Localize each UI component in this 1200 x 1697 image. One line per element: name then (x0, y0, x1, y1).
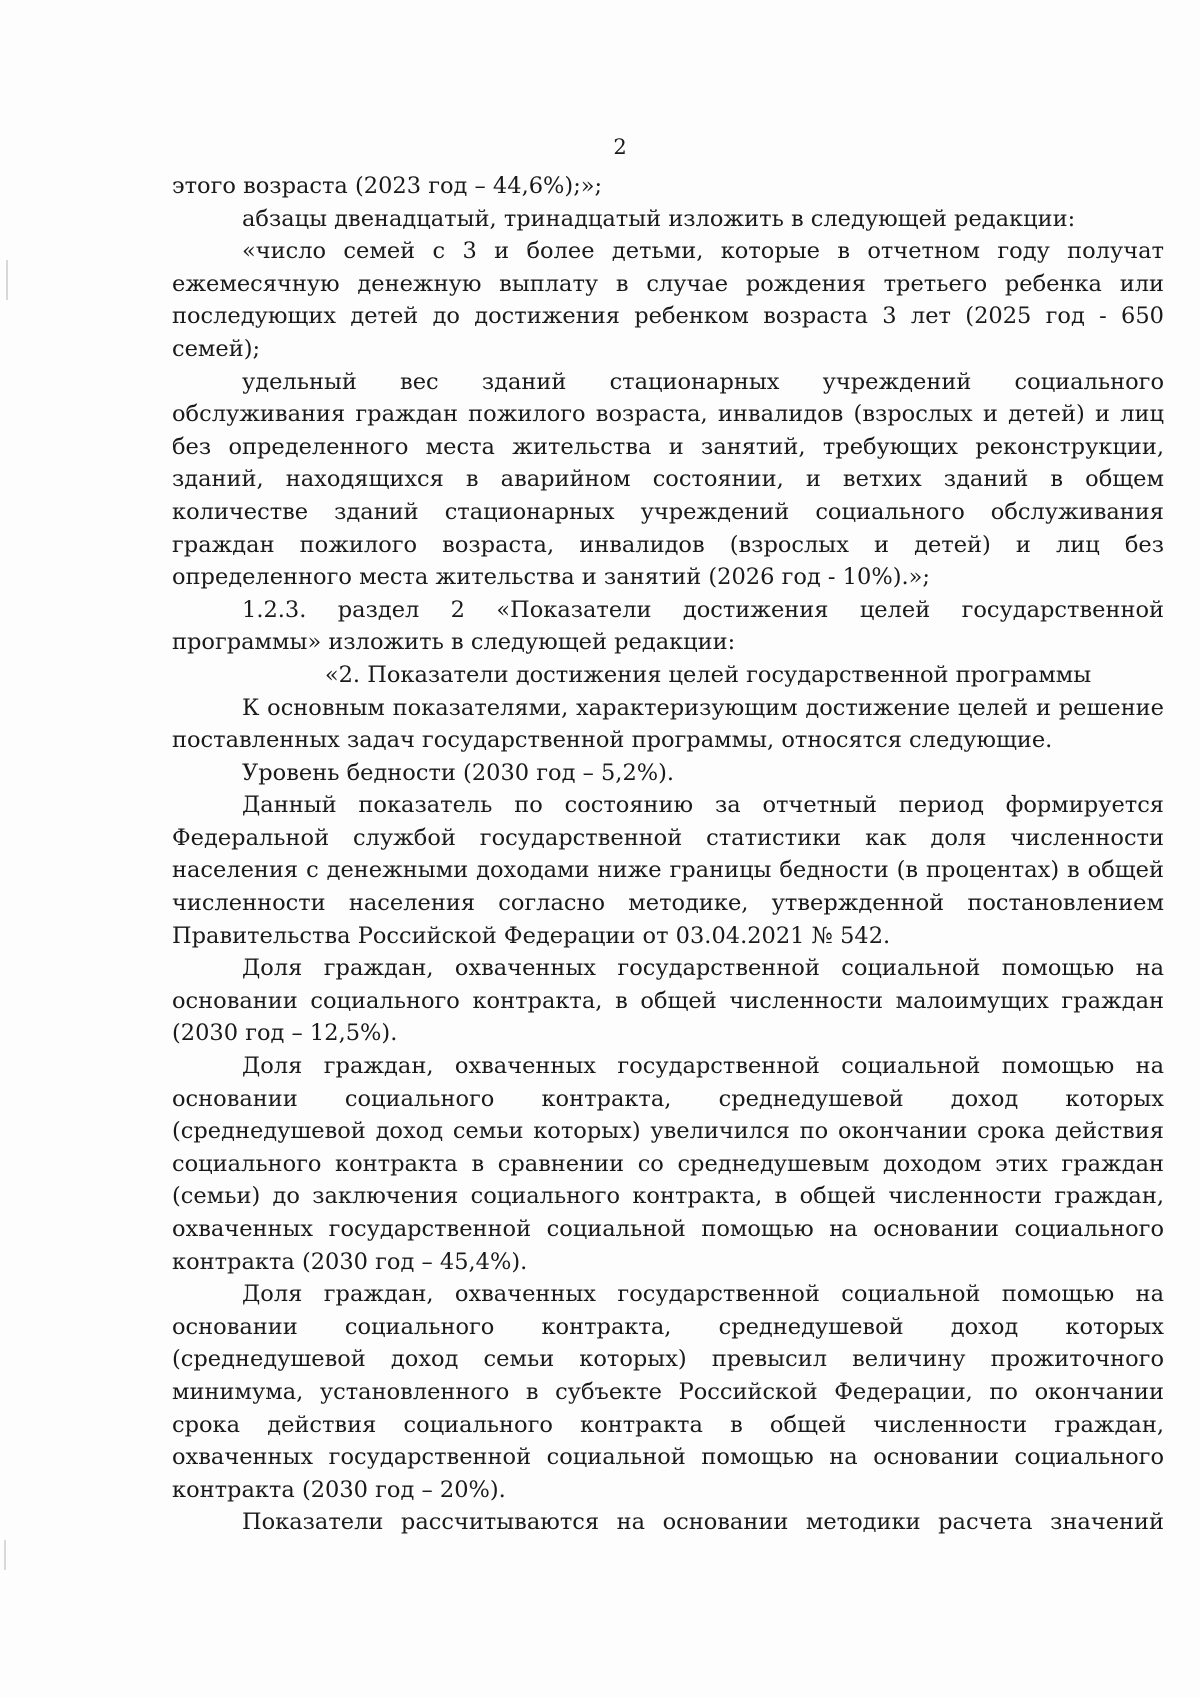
paragraph-families-indicator: «число семей с 3 и более детьми, которые в отчетном году получат ежемесячную денежную выплату в случае рождения третьего ребенка или последующих детей до достижения ребенком возраста 3 лет (2025 год - 650 семей); (172, 238, 1164, 362)
section-heading: «2. Показатели достижения целей государственной программы (324, 661, 1092, 688)
paragraph-poverty-methodology: Данный показатель по состоянию за отчетный период формируется Федеральной службой государственной статистики как доля численности населения с денежными доходами ниже границы бедности (в процентах) в общей численности населения согласно методике, утвержденной постановлением Правительства Российской Федерации от 03.04.2021 № 542. (172, 792, 1164, 949)
paragraph-continuation: этого возраста (2023 год – 44,6%);»; (172, 173, 603, 199)
paragraph-buildings-indicator: удельный вес зданий стационарных учреждений социального обслуживания граждан пожилого возраста, инвалидов (взрослых и детей) и лиц без определенного места жительства и занятий, требующих реконструкции, зданий, находящихся в аварийном состоянии, и ветхих зданий в общем количестве зданий стационарных учреждений социального обслуживания граждан пожилого возраста, инвалидов (взрослых и детей) и лиц без определенного места жительства и занятий (2026 год - 10%).»; (172, 368, 1164, 591)
paragraph-social-contract-share: Доля граждан, охваченных государственной социальной помощью на основании социального контракта, в общей численности малоимущих граждан (2030 год – 12,5%). (172, 955, 1164, 1047)
document-body (172, 170, 1164, 1539)
scan-artifact-left (4, 1540, 6, 1570)
paragraph-amendment-intro: абзацы двенадцатый, тринадцатый изложить в следующей редакции: (242, 205, 1076, 232)
paragraph-subsistence-exceeded-share: Доля граждан, охваченных государственной социальной помощью на основании социального контракта, среднедушевой доход которых (среднедушевой доход семьи которых) превысил величину прожиточного минимума, установленного в субъекте Российской Федерации, по окончании срока действия социального контракта в общей численности граждан, охваченных государственной социальной помощью на основании социального контракта (2030 год – 20%). (172, 1281, 1164, 1503)
paragraph-main-indicators: К основным показателями, характеризующим достижение целей и решение поставленных задач государственной программы, относятся следующие. (172, 694, 1164, 754)
paragraph-section-2-amendment: 1.2.3. раздел 2 «Показатели достижения целей государственной программы» изложить в следующей редакции: (172, 596, 1164, 656)
paragraph-income-increase-share: Доля граждан, охваченных государственной социальной помощью на основании социального контракта, среднедушевой доход которых (среднедушевой доход семьи которых) увеличился по окончании срока действия социального контракта в сравнении со среднедушевым доходом этих граждан (семьи) до заключения социального контракта, в общей численности граждан, охваченных государственной социальной помощью на основании социального контракта (2030 год – 45,4%). (172, 1053, 1164, 1275)
page-number: 2 (613, 135, 627, 159)
paragraph-poverty-level: Уровень бедности (2030 год – 5,2%). (242, 759, 675, 786)
scan-artifact-left (6, 260, 8, 300)
paragraph-calculation-method: Показатели рассчитываются на основании методики расчета значений (242, 1509, 1164, 1536)
